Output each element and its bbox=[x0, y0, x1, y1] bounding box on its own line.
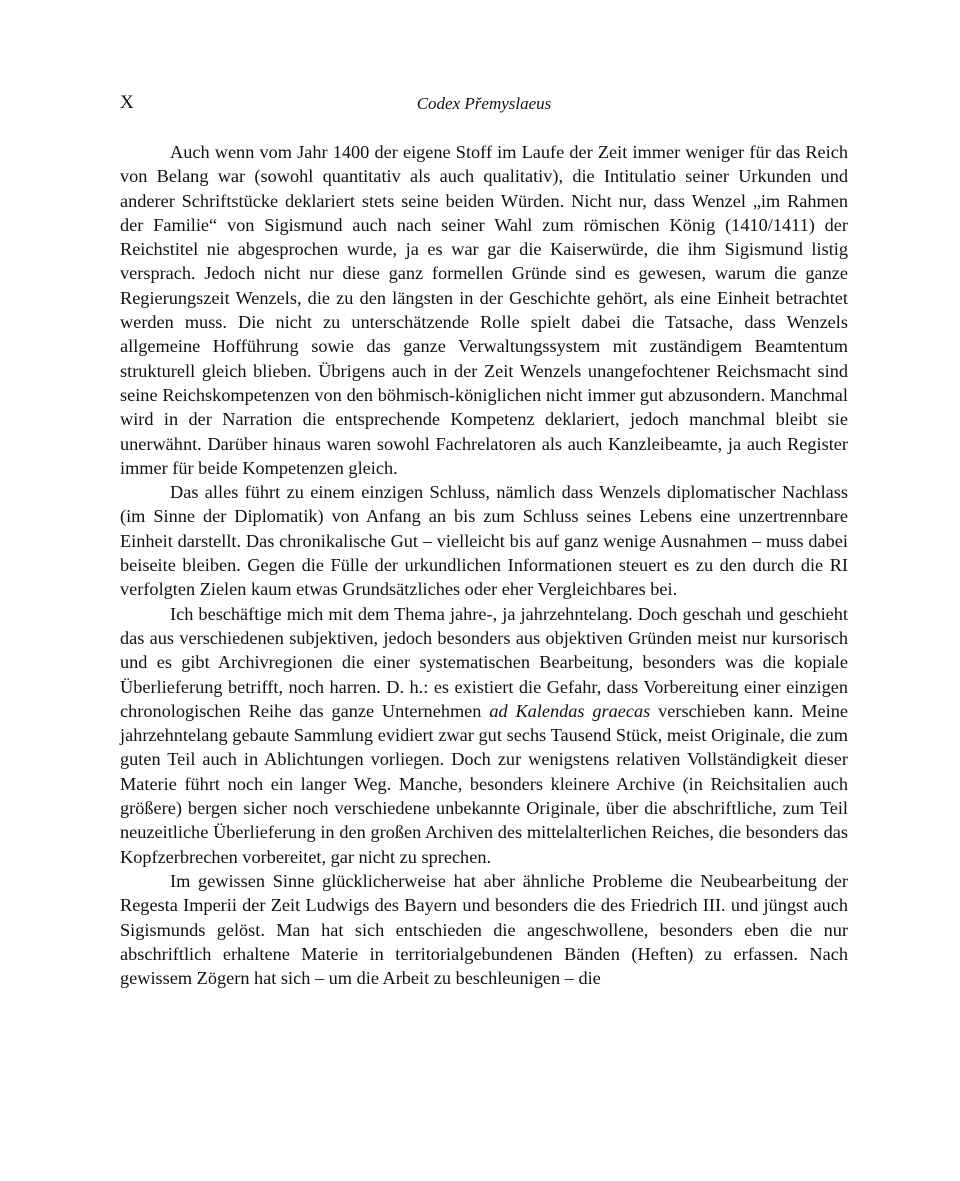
paragraph-3-part-1: Ich beschäftige mich mit dem Thema jahre-, ja jahrzehntelang. Doch geschah und geschieht das aus verschiedenen subjektiven, jedoch besonders aus objektiven Gründen meist nur kursorisch und es gibt Archivregionen die einer systematischen Bearbeitung, besonders was die kopiale Überlieferung betrifft, noch harren. D. h.: es existiert die Gefahr, dass Vorbereitung einer einzigen chronologischen Reihe das ganze Unternehmen bbox=[120, 603, 848, 721]
paragraph-3-part-2: verschieben kann. Meine jahrzehntelang gebaute Sammlung evidiert zwar gut sechs Tausend Stück, meist Originale, die zum guten Teil auch in Ablichtungen vorliegen. Doch zur wenigstens relativen Vollständigkeit dieser Materie führt noch ein langer Weg. Manche, besonders kleinere Archive (in Reichsitalien auch größere) bergen sicher noch verschiedene unbekannte Originale, über die abschriftliche, zum Teil neuzeitliche Überlieferung in den großen Archiven des mittelalterlichen Reiches, die besonders das Kopfzerbrechen vorbereitet, gar nicht zu sprechen. bbox=[120, 700, 848, 867]
latin-phrase: ad Kalendas graecas bbox=[489, 700, 651, 721]
body-text bbox=[120, 140, 848, 990]
paragraph-1: Auch wenn vom Jahr 1400 der eigene Stoff im Laufe der Zeit immer weniger für das Reich von Belang war (sowohl quantitativ als auch qualitativ), die Intitulatio seiner Urkunden und anderer Schriftstücke deklariert stets seine beiden Würden. Nicht nur, dass Wenzel „im Rahmen der Familie“ von Sigismund auch nach seiner Wahl zum römischen König (1410/1411) der Reichstitel nie abgesprochen wurde, ja es war gar die Kaiserwürde, die ihm Sigismund listig versprach. Jedoch nicht nur diese ganz formellen Gründe sind es gewesen, warum die ganze Regierungszeit Wenzels, die zu den längsten in der Geschichte gehört, als eine Einheit betrachtet werden muss. Die nicht zu unterschätzende Rolle spielt dabei die Tatsache, dass Wenzels allgemeine Hofführung sowie das ganze Verwaltungssystem mit zuständigem Beamtentum strukturell gleich blieben. Übrigens auch in der Zeit Wenzels unangefochtener Reichsmacht sind seine Reichskompetenzen von den böhmisch-königlichen nicht immer gut abzusondern. Manchmal wird in der Narration die entsprechende Kompetenz deklariert, jedoch manchmal bleibt sie unerwähnt. Darüber hinaus waren sowohl Fachrelatoren als auch Kanzleibeamte, ja auch Register immer für beide Kompetenzen gleich. bbox=[120, 142, 848, 478]
page-header bbox=[120, 92, 848, 122]
running-title: Codex Přemyslaeus bbox=[416, 94, 552, 113]
page-number: X bbox=[120, 92, 134, 113]
paragraph-3 bbox=[120, 602, 848, 869]
document-page bbox=[120, 92, 848, 990]
paragraph-4: Im gewissen Sinne glücklicherweise hat aber ähnliche Probleme die Neubearbeitung der Regesta Imperii der Zeit Ludwigs des Bayern und besonders die des Friedrich III. und jüngst auch Sigismunds gelöst. Man hat sich entschieden die angeschwollene, besonders eben die nur abschriftlich erhaltene Materie in territorialgebundenen Bänden (Heften) zu erfassen. Nach gewissem Zögern hat sich – um die Arbeit zu beschleunigen – die bbox=[120, 870, 848, 989]
paragraph-2: Das alles führt zu einem einzigen Schluss, nämlich dass Wenzels diplomatischer Nachlass (im Sinne der Diplomatik) von Anfang an bis zum Schluss seines Lebens eine unzertrennbare Einheit darstellt. Das chronikalische Gut – vielleicht bis auf ganz wenige Ausnahmen – muss dabei beiseite bleiben. Gegen die Fülle der urkundlichen Informationen steuert es zu den durch die RI verfolgten Zielen kaum etwas Grundsätzliches oder eher Vergleichbares bei. bbox=[120, 482, 848, 600]
